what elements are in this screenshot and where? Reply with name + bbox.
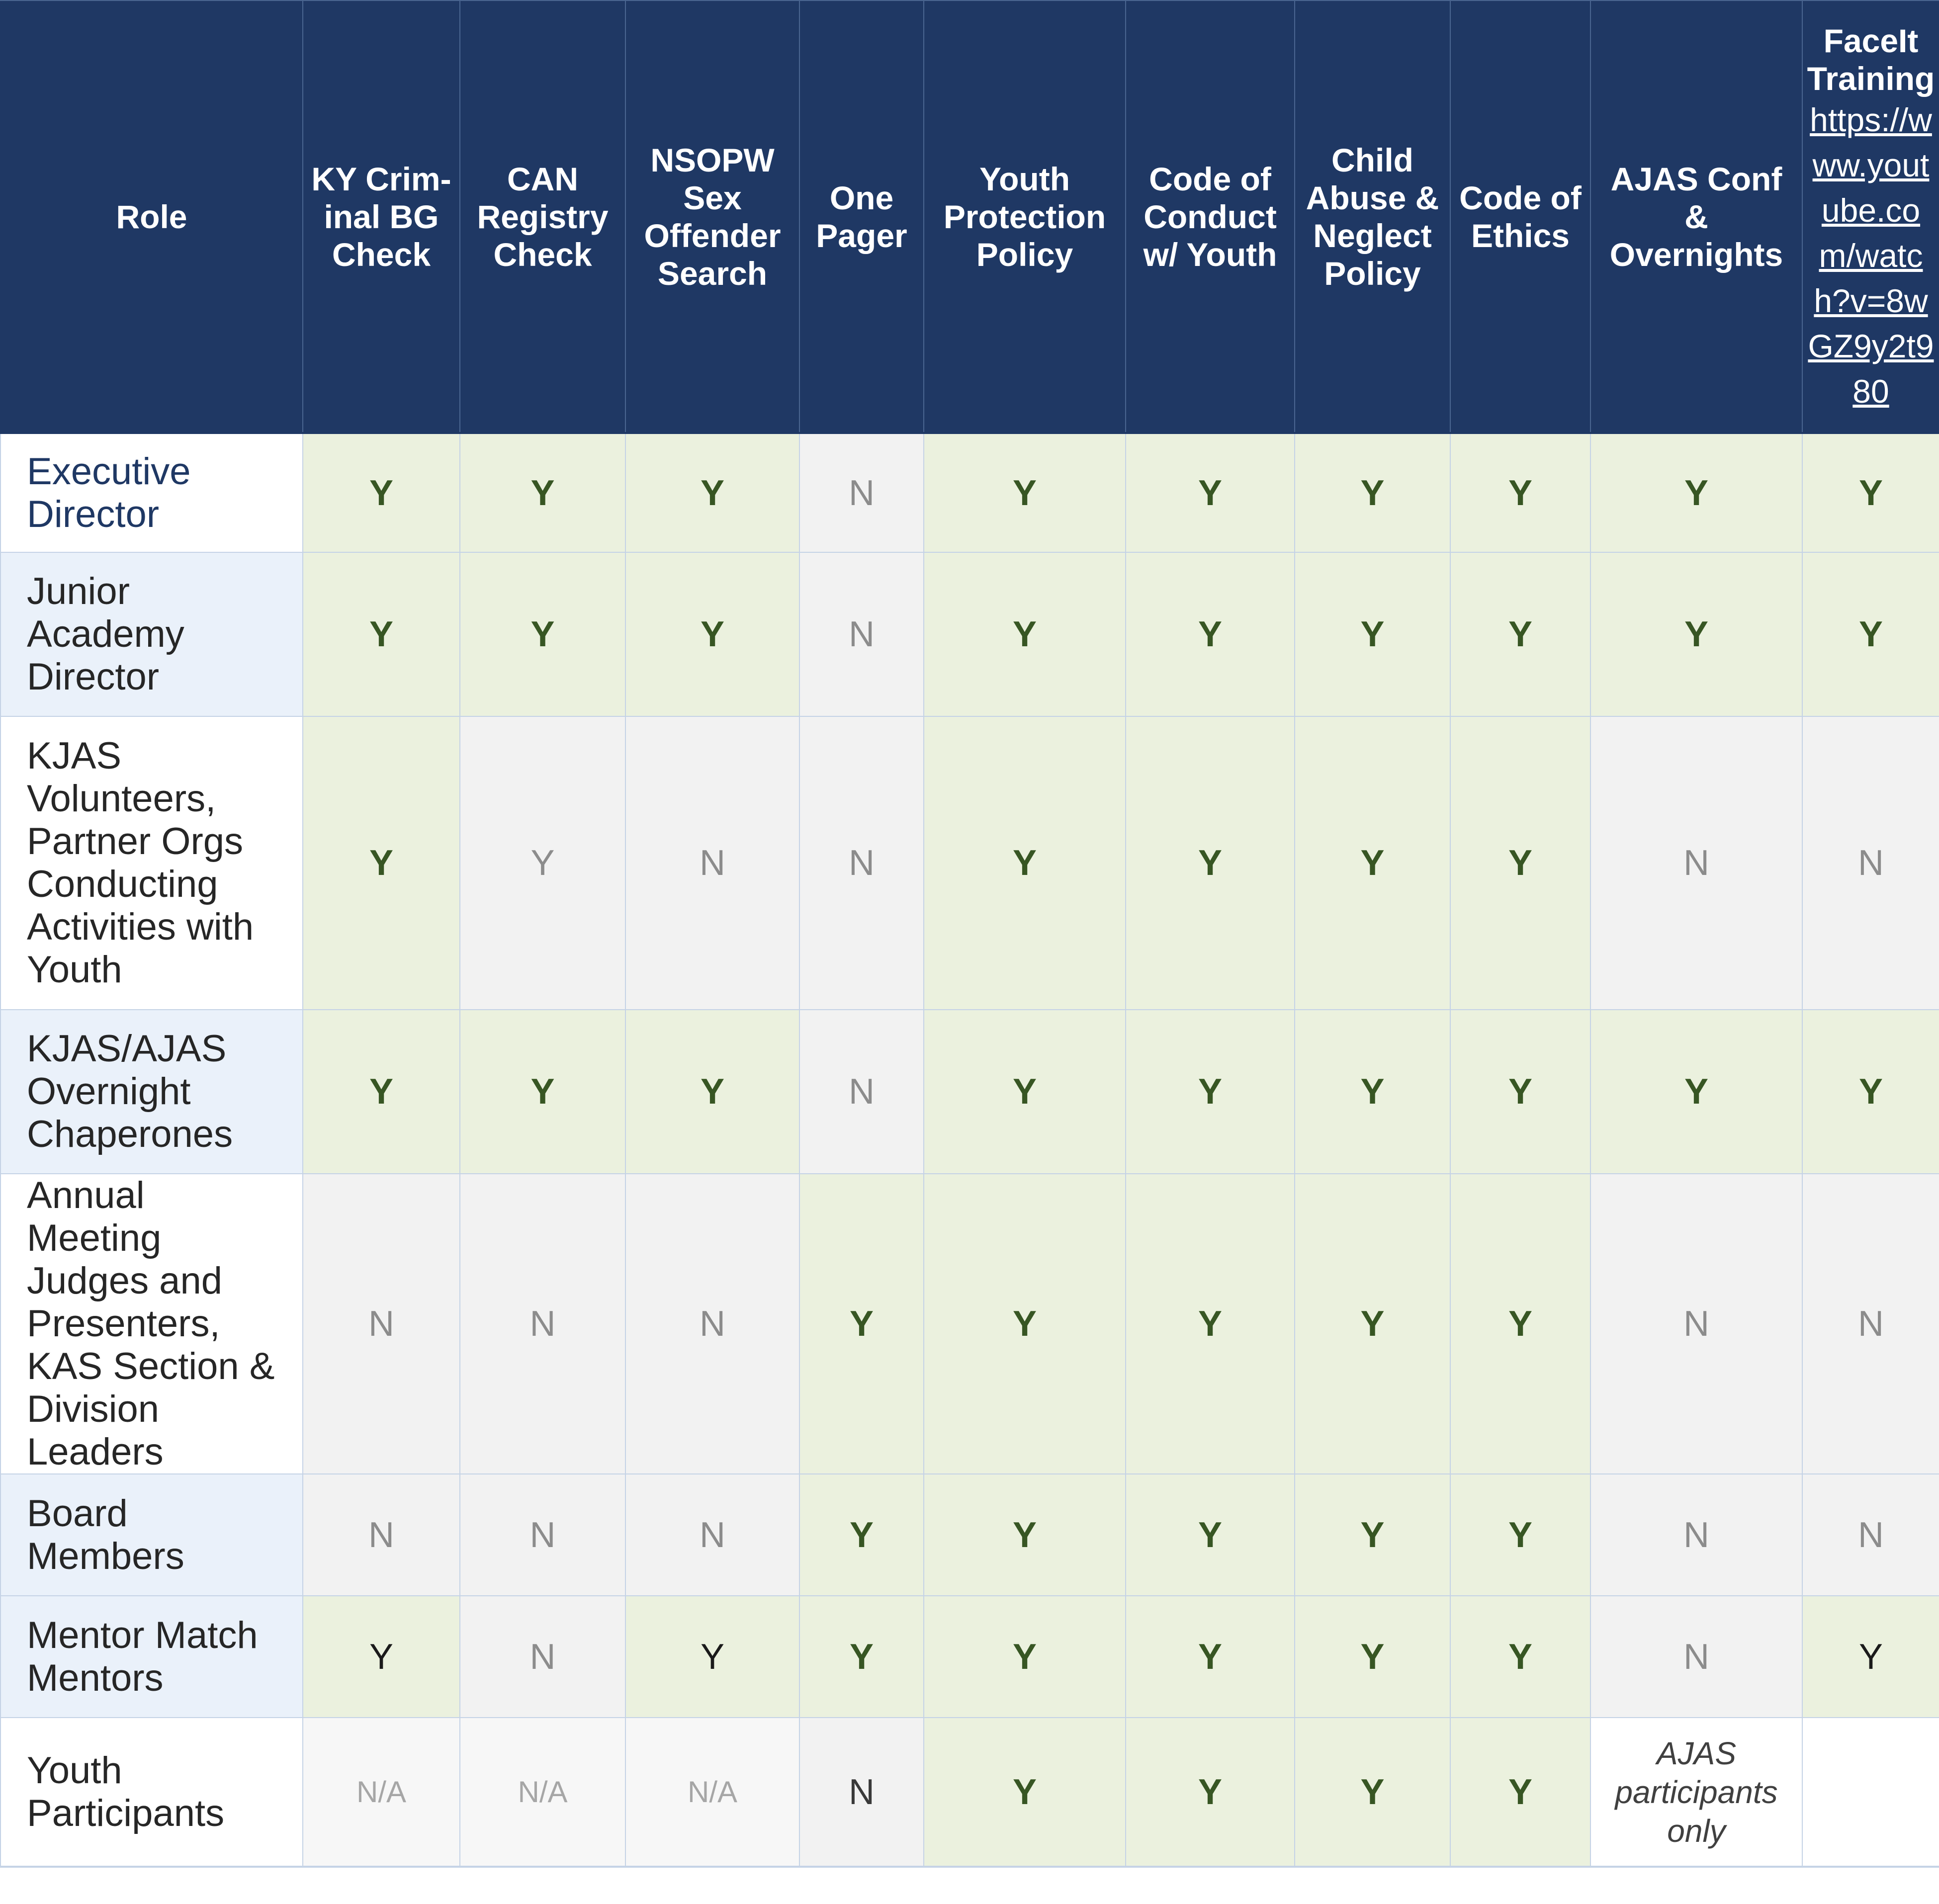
cell-child-abuse-neglect-policy: Y — [1295, 1596, 1450, 1718]
table-row — [0, 1174, 1939, 1474]
header-code-of-ethics: Code of Ethics — [1450, 0, 1590, 433]
table-row — [0, 1718, 1939, 1867]
cell-youth-protection-policy: Y — [924, 1474, 1126, 1596]
cell-faceit-training: Y — [1802, 552, 1939, 716]
cell-ky-criminal-bg-check: Y — [303, 1010, 460, 1174]
cell-ky-criminal-bg-check: Y — [303, 716, 460, 1010]
cell-one-pager: N — [799, 552, 924, 716]
cell-ajas-conf-overnights: N — [1590, 716, 1802, 1010]
cell-can-registry-check: Y — [460, 433, 625, 552]
cell-one-pager: N — [799, 716, 924, 1010]
cell-ajas-conf-overnights: AJAS participants only — [1590, 1718, 1802, 1867]
cell-one-pager: N — [799, 1718, 924, 1867]
cell-child-abuse-neglect-policy: Y — [1295, 1174, 1450, 1474]
cell-faceit-training: Y — [1802, 1010, 1939, 1174]
cell-can-registry-check: N/A — [460, 1718, 625, 1867]
header-code-of-conduct-with-youth: Code of Conduct w/ Youth — [1126, 0, 1295, 433]
cell-ky-criminal-bg-check: Y — [303, 1596, 460, 1718]
cell-nsopw-sex-offender-search: Y — [625, 1596, 799, 1718]
cell-code-of-conduct-with-youth: Y — [1126, 1718, 1295, 1867]
cell-child-abuse-neglect-policy: Y — [1295, 1474, 1450, 1596]
cell-ky-criminal-bg-check: N — [303, 1174, 460, 1474]
cell-code-of-conduct-with-youth: Y — [1126, 1596, 1295, 1718]
cell-child-abuse-neglect-policy: Y — [1295, 1718, 1450, 1867]
cell-youth-protection-policy: Y — [924, 1596, 1126, 1718]
cell-nsopw-sex-offender-search: Y — [625, 433, 799, 552]
role-cell: Annual Meeting Judges and Presenters, KAS Section & Division Leaders — [0, 1174, 303, 1474]
header-row — [0, 0, 1939, 433]
cell-nsopw-sex-offender-search: N — [625, 1474, 799, 1596]
cell-ky-criminal-bg-check: Y — [303, 433, 460, 552]
cell-nsopw-sex-offender-search: N — [625, 1174, 799, 1474]
table-row — [0, 433, 1939, 552]
header-nsopw-sex-offender-search: NSOPW Sex Offender Search — [625, 0, 799, 433]
cell-ajas-conf-overnights: N — [1590, 1474, 1802, 1596]
role-cell: Mentor Match Mentors — [0, 1596, 303, 1718]
cell-faceit-training: N — [1802, 1474, 1939, 1596]
role-cell: Executive Director — [0, 433, 303, 552]
cell-code-of-ethics: Y — [1450, 716, 1590, 1010]
cell-one-pager: N — [799, 1010, 924, 1174]
role-cell: Junior Academy Director — [0, 552, 303, 716]
cell-code-of-conduct-with-youth: Y — [1126, 1010, 1295, 1174]
cell-faceit-training — [1802, 1718, 1939, 1867]
cell-code-of-ethics: Y — [1450, 1474, 1590, 1596]
cell-nsopw-sex-offender-search: Y — [625, 552, 799, 716]
cell-one-pager: Y — [799, 1474, 924, 1596]
cell-ajas-conf-overnights: Y — [1590, 552, 1802, 716]
cell-ky-criminal-bg-check: N/A — [303, 1718, 460, 1867]
cell-youth-protection-policy: Y — [924, 552, 1126, 716]
cell-child-abuse-neglect-policy: Y — [1295, 552, 1450, 716]
cell-code-of-ethics: Y — [1450, 552, 1590, 716]
header-youth-protection-policy: Youth Protection Policy — [924, 0, 1126, 433]
cell-youth-protection-policy: Y — [924, 433, 1126, 552]
cell-youth-protection-policy: Y — [924, 1174, 1126, 1474]
cell-code-of-ethics: Y — [1450, 1174, 1590, 1474]
cell-faceit-training: Y — [1802, 433, 1939, 552]
header-can-registry-check: CAN Registry Check — [460, 0, 625, 433]
role-cell: KJAS Volunteers, Partner Orgs Conducting Activities with Youth — [0, 716, 303, 1010]
cell-child-abuse-neglect-policy: Y — [1295, 433, 1450, 552]
cell-code-of-conduct-with-youth: Y — [1126, 716, 1295, 1010]
cell-can-registry-check: Y — [460, 552, 625, 716]
cell-child-abuse-neglect-policy: Y — [1295, 716, 1450, 1010]
cell-ajas-conf-overnights: Y — [1590, 1010, 1802, 1174]
table-row — [0, 552, 1939, 716]
cell-one-pager: Y — [799, 1174, 924, 1474]
faceit-training-link[interactable]: https://www.youtube.com/watch?v=8wGZ9y2t980 — [1808, 101, 1934, 410]
cell-code-of-conduct-with-youth: Y — [1126, 433, 1295, 552]
cell-ky-criminal-bg-check: Y — [303, 552, 460, 716]
role-cell: KJAS/AJAS Overnight Chaperones — [0, 1010, 303, 1174]
cell-faceit-training: N — [1802, 716, 1939, 1010]
table-row — [0, 1474, 1939, 1596]
table-row — [0, 1596, 1939, 1718]
cell-code-of-ethics: Y — [1450, 1718, 1590, 1867]
cell-code-of-ethics: Y — [1450, 433, 1590, 552]
cell-faceit-training: N — [1802, 1174, 1939, 1474]
cell-code-of-conduct-with-youth: Y — [1126, 1474, 1295, 1596]
role-cell: Youth Participants — [0, 1718, 303, 1867]
header-role: Role — [0, 0, 303, 433]
cell-code-of-conduct-with-youth: Y — [1126, 1174, 1295, 1474]
cell-nsopw-sex-offender-search: N/A — [625, 1718, 799, 1867]
header-faceit-training-label: FaceIt Training — [1807, 22, 1935, 97]
header-one-pager: One Pager — [799, 0, 924, 433]
cell-ajas-conf-overnights: N — [1590, 1596, 1802, 1718]
header-faceit-training — [1802, 0, 1939, 433]
cell-code-of-ethics: Y — [1450, 1596, 1590, 1718]
header-ky-criminal-bg-check: KY Crim-inal BG Check — [303, 0, 460, 433]
header-ajas-conf-overnights: AJAS Conf & Overnights — [1590, 0, 1802, 433]
cell-faceit-training: Y — [1802, 1596, 1939, 1718]
cell-youth-protection-policy: Y — [924, 1718, 1126, 1867]
cell-child-abuse-neglect-policy: Y — [1295, 1010, 1450, 1174]
cell-can-registry-check: N — [460, 1174, 625, 1474]
cell-one-pager: Y — [799, 1596, 924, 1718]
cell-code-of-ethics: Y — [1450, 1010, 1590, 1174]
table-row — [0, 716, 1939, 1010]
cell-code-of-conduct-with-youth: Y — [1126, 552, 1295, 716]
cell-ky-criminal-bg-check: N — [303, 1474, 460, 1596]
cell-can-registry-check: N — [460, 1596, 625, 1718]
cell-one-pager: N — [799, 433, 924, 552]
cell-can-registry-check: Y — [460, 716, 625, 1010]
cell-nsopw-sex-offender-search: N — [625, 716, 799, 1010]
cell-can-registry-check: Y — [460, 1010, 625, 1174]
cell-youth-protection-policy: Y — [924, 716, 1126, 1010]
cell-ajas-conf-overnights: N — [1590, 1174, 1802, 1474]
header-child-abuse-neglect-policy: Child Abuse & Neglect Policy — [1295, 0, 1450, 433]
cell-can-registry-check: N — [460, 1474, 625, 1596]
cell-nsopw-sex-offender-search: Y — [625, 1010, 799, 1174]
table-row — [0, 1010, 1939, 1174]
cell-ajas-conf-overnights: Y — [1590, 433, 1802, 552]
role-cell: Board Members — [0, 1474, 303, 1596]
cell-youth-protection-policy: Y — [924, 1010, 1126, 1174]
